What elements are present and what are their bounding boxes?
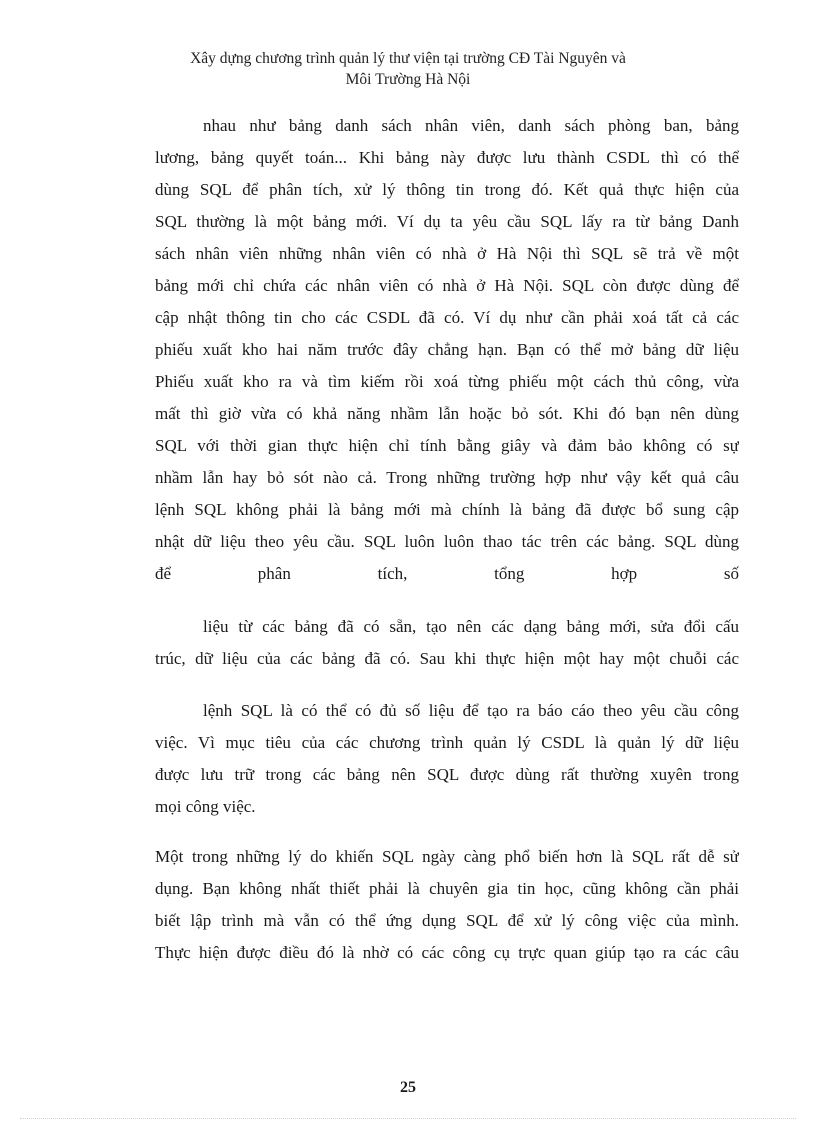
text-line: lệnh SQL không phải là bảng mới mà chính là bảng đã được bổ sung cập: [155, 500, 739, 519]
header-line-1: Xây dựng chương trình quản lý thư viện tại trường CĐ Tài Nguyên và: [190, 50, 626, 67]
page-header: [0, 48, 816, 90]
paragraph-3: [155, 695, 739, 823]
text-line: SQL thường là một bảng mới. Ví dụ ta yêu cầu SQL lấy ra từ bảng Danh: [155, 212, 739, 231]
text-line: bảng mới chỉ chứa các nhân viên có nhà ở Hà Nội. SQL còn được dùng để: [155, 276, 739, 295]
text-line: lệnh SQL là có thể có đủ số liệu để tạo ra báo cáo theo yêu cầu công: [203, 701, 739, 720]
text-line: dụng. Bạn không nhất thiết phải là chuyên gia tin học, cũng không cần phải: [155, 879, 739, 898]
text-line: việc. Vì mục tiêu của các chương trình quản lý CSDL là quản lý dữ liệu: [155, 733, 739, 752]
text-line: mất thì giờ vừa có khả năng nhầm lẫn hoặc bỏ sót. Khi đó bạn nên dùng: [155, 404, 739, 423]
text-line: nhật dữ liệu theo yêu cầu. SQL luôn luôn thao tác trên các bảng. SQL dùng: [155, 532, 739, 551]
text-line: cập nhật thông tin cho các CSDL đã có. Ví dụ như cần phải xoá tất cả các: [155, 308, 739, 327]
text-line: Phiếu xuất kho ra và tìm kiếm rồi xoá từng phiếu một cách thủ công, vừa: [155, 372, 739, 391]
header-line-2: Môi Trường Hà Nội: [345, 71, 471, 88]
text-line: dùng SQL để phân tích, xử lý thông tin trong đó. Kết quả thực hiện của: [155, 180, 739, 199]
text-line: sách nhân viên những nhân viên có nhà ở Hà Nội thì SQL sẽ trả về một: [155, 244, 739, 263]
paragraph-4: [155, 841, 739, 969]
text-line: nhầm lẫn hay bỏ sót nào cả. Trong những trường hợp như vậy kết quả câu: [155, 468, 739, 487]
text-line: Thực hiện được điều đó là nhờ có các công cụ trực quan giúp tạo ra các câu: [155, 943, 739, 962]
text-line: mọi công việc.: [155, 797, 256, 816]
text-line: nhau như bảng danh sách nhân viên, danh sách phòng ban, bảng: [203, 116, 739, 135]
text-line: trúc, dữ liệu của các bảng đã có. Sau khi thực hiện một hay một chuỗi các: [155, 649, 739, 668]
text-line: được lưu trữ trong các bảng nên SQL được dùng rất thường xuyên trong: [155, 765, 739, 784]
text-line: để phân tích, tổng hợp số: [155, 564, 739, 583]
text-line: SQL với thời gian thực hiện chỉ tính bằng giây và đảm bảo không có sự: [155, 436, 739, 455]
text-line: biết lập trình mà vẫn có thể ứng dụng SQL để xử lý công việc của mình.: [155, 911, 739, 930]
page-number: 25: [400, 1079, 416, 1096]
text-line: liệu từ các bảng đã có sẵn, tạo nên các dạng bảng mới, sửa đổi cấu: [203, 617, 739, 636]
text-line: lương, bảng quyết toán... Khi bảng này được lưu thành CSDL thì có thể: [155, 148, 739, 167]
text-line: Một trong những lý do khiến SQL ngày càng phổ biến hơn là SQL rất dễ sử: [155, 847, 739, 866]
footer-divider: [20, 1118, 796, 1119]
text-line: phiếu xuất kho hai năm trước đây chẳng hạn. Bạn có thể mở bảng dữ liệu: [155, 340, 739, 359]
paragraph-1: [155, 110, 739, 590]
paragraph-2: [155, 611, 739, 675]
